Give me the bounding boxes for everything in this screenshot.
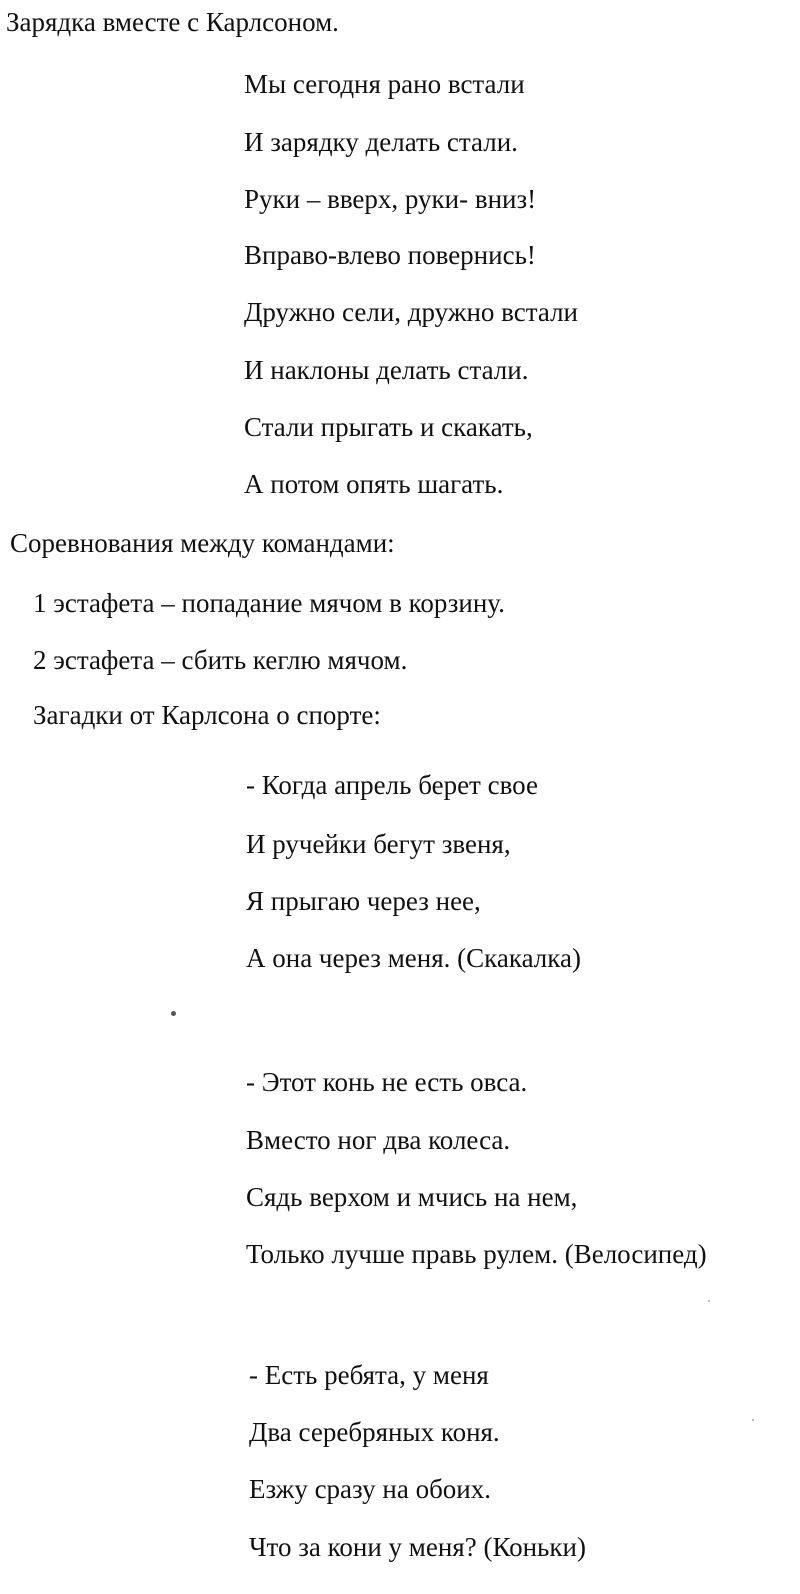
poem-line: Руки – вверх, руки- вниз! [244,184,537,214]
poem-line: Стали прыгать и скакать, [244,412,533,442]
riddle-line: Я прыгаю через нее, [246,886,481,916]
riddle-line: Езжу сразу на обоих. [249,1474,492,1504]
riddle-line: Что за кони у меня? (Коньки) [249,1532,586,1562]
relay-item: 1 эстафета – попадание мячом в корзину. [33,588,505,618]
relay-item: 2 эстафета – сбить кеглю мячом. [33,645,408,675]
poem-line: Дружно сели, дружно встали [244,297,579,327]
competitions-heading: Соревнования между командами: [10,528,395,558]
riddle-line: - Когда апрель берет свое [246,770,538,800]
poem-line: Вправо-влево повернись! [244,240,536,270]
riddle-line: - Есть ребята, у меня [249,1360,489,1390]
riddle-line: - Этот конь не есть овса. [246,1067,528,1097]
riddle-line: А она через меня. (Скакалка) [246,943,581,973]
scan-speck [752,1419,754,1421]
document-title: Зарядка вместе с Карлсоном. [6,7,339,37]
poem-line: А потом опять шагать. [244,469,504,499]
riddles-heading: Загадки от Карлсона о спорте: [33,700,381,730]
poem-line: И наклоны делать стали. [244,355,529,385]
riddle-line: И ручейки бегут звеня, [246,829,511,859]
poem-line: И зарядку делать стали. [244,127,518,157]
poem-line: Мы сегодня рано встали [244,69,525,99]
scan-speck [708,1300,710,1302]
scan-speck [171,1011,176,1016]
riddle-line: Только лучше правь рулем. (Велосипед) [246,1239,707,1269]
riddle-line: Сядь верхом и мчись на нем, [246,1182,578,1212]
riddle-line: Вместо ног два колеса. [246,1125,511,1155]
riddle-line: Два серебряных коня. [249,1417,500,1447]
